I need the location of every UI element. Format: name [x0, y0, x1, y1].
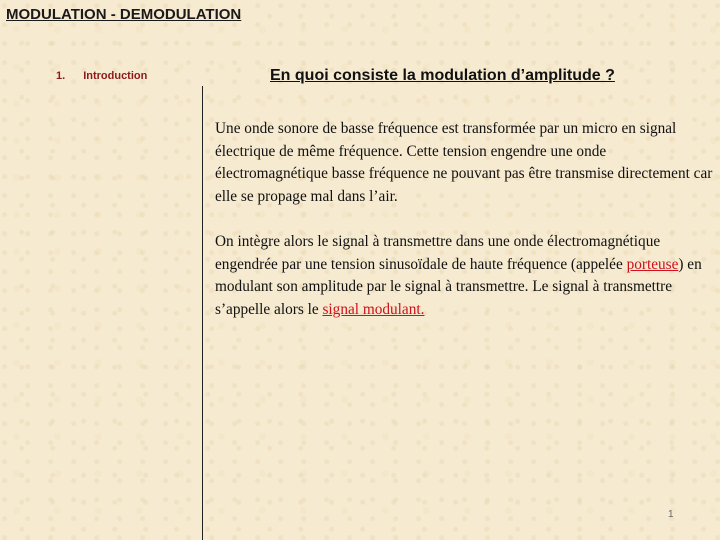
section-heading: En quoi consiste la modulation d’amplitude ?	[270, 67, 615, 84]
paragraph-2-part-2: ) en modulant son amplitude par le signal à transmettre. Le signal à transmettre s’appelle alors le	[215, 255, 702, 318]
toc-label: Introduction	[83, 70, 148, 82]
slide-title: MODULATION - DEMODULATION	[6, 6, 242, 23]
vertical-divider	[202, 86, 203, 540]
toc-number: 1.	[56, 70, 66, 82]
toc-item-introduction	[56, 70, 147, 82]
keyword-porteuse: porteuse	[626, 255, 679, 273]
paragraph-2-part-1: On intègre alors le signal à transmettre dans une onde électromagnétique engendrée par une tension sinusoïdale de haute fréquence (appelée	[215, 232, 661, 273]
keyword-signal-modulant: signal modulant.	[322, 300, 425, 318]
paragraph-1: Une onde sonore de basse fréquence est transformée par un micro en signal électrique de même fréquence. Cette tension engendre une onde électromagnétique basse fréquence ne pouvant pas être transmise directement car elle se propage mal dans l’air.	[215, 120, 713, 205]
page-number: 1	[668, 509, 674, 520]
body-text	[215, 118, 713, 321]
paragraph-2	[215, 231, 713, 321]
